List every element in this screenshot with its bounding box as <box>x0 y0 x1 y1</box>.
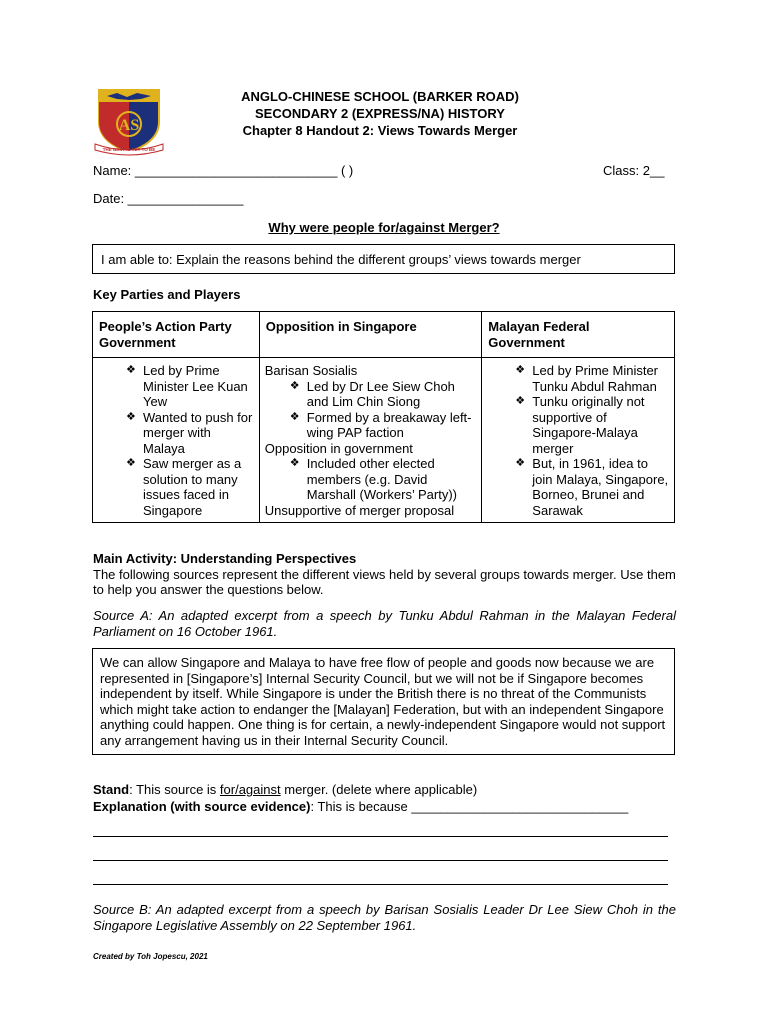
list-item: ❖ Included other elected members (e.g. David Marshall (Workers’ Party)) <box>285 456 478 503</box>
main-activity-heading: Main Activity: Understanding Perspectives <box>93 551 357 566</box>
date-field[interactable]: Date: ________________ <box>93 191 244 206</box>
explanation-label: Explanation (with source evidence) <box>93 798 311 814</box>
parties-table <box>92 311 675 523</box>
opposition-cell <box>259 358 482 523</box>
explanation-line[interactable] <box>93 799 693 816</box>
header-opposition: Opposition in Singapore <box>259 312 482 358</box>
source-b-caption: Source B: An adapted excerpt from a speech by Barisan Sosialis Leader Dr Lee Siew Choh in the Singapore Legislative Assembly on 22 September 1961. <box>93 902 676 933</box>
main-activity-intro: The following sources represent the different views held by several groups towards merger. Use them to help you answer the questions below. <box>93 566 676 597</box>
opposition-closing: Unsupportive of merger proposal <box>264 502 455 518</box>
document-header <box>180 88 580 139</box>
source-a-caption: Source A: An adapted excerpt from a speech by Tunku Abdul Rahman in the Malayan Federal Parliament on 16 October 1961. <box>93 608 676 639</box>
opposition-group-1: Barisan Sosialis <box>264 363 358 378</box>
page-title: Why were people for/against Merger? <box>268 220 500 235</box>
footer-credit: Created by Toh Jopescu, 2021 <box>93 952 208 961</box>
stand-section <box>93 782 693 815</box>
answer-line-1[interactable] <box>93 836 668 837</box>
svg-text:AS: AS <box>118 117 140 134</box>
explanation-text: : This is because ______________________________ <box>310 798 629 814</box>
stand-text: : This source is <box>129 782 220 797</box>
course-name: SECONDARY 2 (EXPRESS/NA) HISTORY <box>255 106 505 121</box>
source-a-text: We can allow Singapore and Malaya to have free flow of people and goods now because we are represented in [Singapore’s] Internal Security Council, but we will not be if Singapore becomes independent by itself. While Singapore is under the British there is no threat of the Communists which might take action to endanger the [Malayan] Federation, but with an independent Singapore anything could happen. One thing is for certain, a newly-independent Singapore would not support any arrangement having us in their Internal Security Council. <box>92 648 675 755</box>
list-item: ❖ Led by Prime Minister Lee Kuan Yew <box>121 363 255 410</box>
table-header-row <box>93 312 675 358</box>
stand-line[interactable] <box>93 782 693 799</box>
answer-line-2[interactable] <box>93 860 668 861</box>
opposition-group-2: Opposition in government <box>264 440 413 456</box>
main-activity <box>93 551 676 598</box>
header-malaya: Malayan Federal Government <box>482 312 675 358</box>
school-name: ANGLO-CHINESE SCHOOL (BARKER ROAD) <box>241 89 519 104</box>
malaya-cell <box>482 358 675 523</box>
table-body-row <box>93 358 675 523</box>
list-item: ❖ Led by Dr Lee Siew Choh and Lim Chin Siong <box>285 379 478 410</box>
list-item: ❖ Wanted to push for merger with Malaya <box>121 410 255 457</box>
school-crest-logo <box>93 86 165 156</box>
crest-motto: THE BEST IS YET TO BE <box>102 147 156 152</box>
pap-cell <box>93 358 260 523</box>
key-parties-heading: Key Parties and Players <box>93 287 241 302</box>
stand-note: merger. (delete where applicable) <box>280 782 478 797</box>
list-item: ❖ Saw merger as a solution to many issues faced in Singapore <box>121 456 255 518</box>
stand-label: Stand <box>93 782 130 797</box>
chapter-title: Chapter 8 Handout 2: Views Towards Merger <box>242 123 518 138</box>
list-item: ❖ Led by Prime Minister Tunku Abdul Rahman <box>510 363 670 394</box>
list-item: ❖ Tunku originally not supportive of Singapore-Malaya merger <box>510 394 670 456</box>
learning-objective-box: I am able to: Explain the reasons behind the different groups’ views towards merger <box>92 244 675 274</box>
class-field[interactable]: Class: 2__ <box>603 163 665 178</box>
stand-choice[interactable]: for/against <box>219 782 281 797</box>
answer-line-3[interactable] <box>93 884 668 885</box>
name-field[interactable]: Name: ____________________________ ( ) <box>93 163 354 178</box>
list-item: ❖ Formed by a breakaway left-wing PAP faction <box>285 410 478 441</box>
list-item: ❖ But, in 1961, idea to join Malaya, Singapore, Borneo, Brunei and Sarawak <box>510 456 670 518</box>
header-pap: People’s Action Party Government <box>93 312 260 358</box>
